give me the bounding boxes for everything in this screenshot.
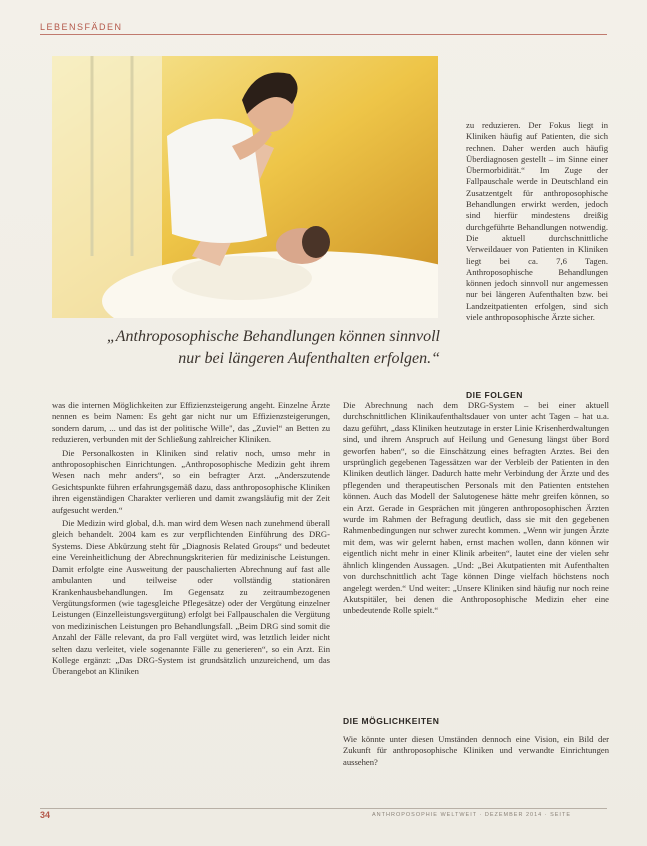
page-number: 34 [40,810,51,820]
pull-quote-line-1: „Anthroposophische Behandlungen können sinnvoll [106,328,440,345]
pull-quote [60,326,440,370]
right-column-text: zu reduzieren. Der Fokus liegt in Kliniken häufig auf Patienten, die sich rechnen. Daher werden auch häufig Überdiagnosen gestellt – im Sinne einer Übermorbidität.“ Im Zuge der Fallpauschale werde in Deutschland ein Zusatzentgelt für anthroposophische Behandlungen erwirkt werden, jedoch sind hierfür mindestens dreißig durchgeführte Behandlungen notwendig. Die aktuell durchschnittliche Verweildauer von Patienten in Kliniken liegt bei ca. 7,6 Tagen. Anthroposophische Behandlungen können jedoch sinnvoll nur angemessen nur bei längeren Aufenthalten bzw. bei Landzeitpatienten erfolgen, sind sich viele anthroposophische Ärzte sicher. [466,120,608,323]
left-paragraph-3: Die Medizin wird global, d.h. man wird dem Wesen nach zunehmend überall gleich behandelt. 2004 kam es zur verpflichtenden Einführung des DRG-Systems. Diese Abkürzung steht für „Diagnosis Related Groups“ und bedeutet eine Vereinheitlichung der Abrechnungskriterien für medizinische Leistungen. Damit erfolgte eine Ausweitung der pauschalierten Abrechnung auf fast alle ambulanten und teilweise oder vollständig stationären Krankenhausbehandlungen. Im Gegensatz zu zeitraumbezogenen Vergütungsformen (wie tagesgleiche Pflegesätze) oder der Vergütung einzelner Leistungen (Einzelleistungsvergütung) erfolgt bei Fallpauschalen die Vergütung von medizinischen Leistungen pro Behandlungsfall. „Beim DRG sind somit die Anzahl der Fälle relevant, da pro Fall vergütet wird, was letztlich leider nicht selten dazu verleitet, viele sogenannte Fälle zu generieren“, so ein Arzt. Ein Kollege ergänzt: „Das DRG-System ist grundsätzlich unzureichend, um das Überangebot an Kliniken [52,518,330,677]
footer-text: ANTHROPOSOPHIE WELTWEIT · DEZEMBER 2014 · SEITE [372,812,571,818]
middle-paragraph-2: Wie könnte unter diesen Umständen dennoch eine Vision, ein Bild der Zukunft für anthroposophische Kliniken und verwandte Einrichtungen aussehen? [343,734,609,767]
photo-illustration [52,56,438,318]
left-paragraph-2: Die Personalkosten in Kliniken sind relativ noch, umso mehr in anthroposophischen Einrichtungen. „Anthroposophische Medizin geht ihrem Wesen nach mehr anders“, so ein befragter Arzt. „Anderszutende Gesichtspunkte führen erfahrungsgemäß dazu, dass anthroposophische Kliniken ihren eigenständigen Charakter verlieren und damit zwangsläufig mit der Zeit aufgesucht werden.“ [52,447,330,515]
article-photo [52,56,438,318]
middle-column [343,400,609,617]
right-column [466,120,608,323]
section-label: LEBENSFÄDEN [40,22,123,32]
heading-die-folgen: DIE FOLGEN [466,390,523,400]
left-paragraph-1: was die internen Möglichkeiten zur Effizienzsteigerung angeht. Einzelne Ärzte nennen es beim Namen: Es geht gar nicht nur um Effizienzsteigerungen, sondern darum, ... und das ist der politische Wille", das „Zuviel“ an Betten zu reduzieren, verbunden mit der Schließung zahlreicher Kliniken. [52,400,330,445]
pull-quote-line-2: nur bei längeren Aufenthalten erfolgen.“ [178,350,440,367]
heading-die-moeglichkeiten: DIE MÖGLICHKEITEN [343,716,440,726]
middle-paragraph-1: Die Abrechnung nach dem DRG-System – bei einer aktuell durchschnittlichen Klinikaufenthaltsdauer von unter acht Tagen – hat u.a. dazu geführt, „dass Kliniken heutzutage in erster Linie Krisenherdwaltungen sind, und ihrem Anspruch auf Heilung und Genesung längst über Bord geworfen haben“, so die Einschätzung eines befragten Arztes. Bei den ursprünglich gegebenen Tagessätzen war der Verbleib der Patienten in den Kliniken deutlich länger. Dadurch hatte mehr Verbindung der Ärzte und des pflegenden und therapeutischen Personals mit den Patienten entstehen können. Auch das Modell der Salutogenese hätte mehr greifen können, so ein Arzt. Gerade in Gesprächen mit jüngeren anthroposophischen Ärzten wurde im Rahmen der Befragung deutlich, dass sie mit den gegebenen Rahmenbedingungen nur schwer zurecht kommen. „Wenn wir jungen Ärzte mit dem, was wir gelernt haben, ernst machen wollen, dann können wir eigentlich nicht mehr in einer Klinik arbeiten“, lautet eine der vielen sehr ähnlich klingenden Aussagen. „Und: „Bei Akutpatienten mit Aufenthalten von durchschnittlich acht Tage können Dinge vielfach höchstens noch angelegt werden.“ Und weiter: „Unsere Kliniken sind häufig nur noch reine Akutspitäler, bei denen die Anthroposophische Medizin eher eine unbedeutende Rolle spielt.“ [343,400,609,616]
footer-rule [40,808,607,809]
left-column [52,400,330,678]
section-rule [40,34,607,35]
middle-column-end [343,734,609,768]
